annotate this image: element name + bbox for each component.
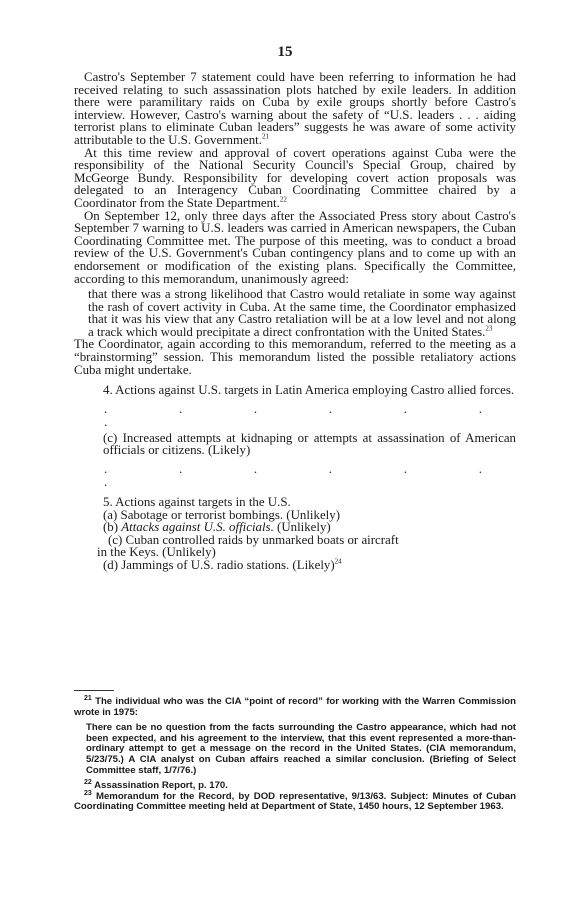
ellipsis-row: . . . . . . . [104, 461, 516, 490]
footnote-text: Memorandum for the Record, by DOD representative, 9/13/63. Subject: Minutes of Cuban Coordinating Committee meeting held at Department of State, 1450 hours, 12 September 1963. [74, 790, 516, 813]
paragraph-text: On September 12, only three days after the Associated Press story about Castro's September 7 warning to U.S. leaders was carried in American newspapers, the Cuban Coordinating Committee met. The purpose of this meeting, was to conduct a broad review of the U.S. Government's Cuban contingency plans and to come up with an endorsement or modification of the existing plans. Specifically the Committee, according to this memorandum, unanimously agreed: [74, 208, 516, 286]
block-quote [88, 288, 516, 338]
footnote-ref: 22 [279, 195, 287, 204]
paragraph [74, 71, 516, 147]
footnotes [74, 694, 516, 813]
list-item-label: (b) [103, 520, 119, 535]
list-item: (a) Sabotage or terrorist bombings. (Unlikely) [103, 507, 340, 522]
paragraph [74, 147, 516, 210]
footnote-number: 23 [84, 789, 92, 797]
footnote-number: 22 [84, 778, 92, 786]
main-text [74, 71, 516, 572]
footnote [74, 789, 516, 813]
list-item-text: 4. Actions against U.S. targets in Latin America employing Castro allied forces. [103, 383, 515, 398]
quote-text: that there was a strong likelihood that Castro would retaliate in some way against the rash of covert activity in Cuba. At the same time, the Coordinator emphasized that it was his view that any Castro retaliation will be at a low level and not along a track which would precipitate a direct confrontation with the United States. [88, 287, 516, 339]
footnote-quote: There can be no question from the facts surrounding the Castro appearance, which had not been expected, and his agreement to the interview, that this event represented a more-than-ordinary attempt to get a message on the record in the United States. (CIA memorandum, 5/23/75.) A CIA analyst on Cuban affairs reached a similar conclusion. (Briefing of Select Committee staff, 1/7/76.) [86, 722, 516, 776]
list-item [74, 521, 516, 534]
footnote-text: Assassination Report, p. 170. [94, 780, 228, 792]
list-item-text: (d) Jammings of U.S. radio stations. (Likely) [103, 558, 335, 572]
list-item-italic-text: Attacks against U.S. officials. [121, 520, 274, 535]
footnote-ref: 24 [334, 557, 342, 566]
footnote [74, 694, 516, 718]
footnote-text: The individual who was the CIA “point of record” for working with the Warren Commission wrote in 1975: [74, 696, 516, 718]
footnote-rule [74, 690, 114, 691]
paragraph: The Coordinator, again according to this memorandum, referred to the meeting as a “brainstorming” session. This memorandum listed the possible retaliatory actions Cuba might undertake. [74, 337, 516, 377]
footnote-number: 21 [84, 694, 92, 702]
list-item-text: (c) Increased attempts at kidnaping or attempts at assassination of American officials or citizens. (Likely) [103, 430, 516, 458]
list-item: 5. Actions against targets in the U.S. [103, 495, 291, 510]
list-item [74, 384, 516, 397]
list-group [74, 496, 516, 572]
list-item: (c) Cuban controlled raids by unmarked boats or aircraft [108, 532, 399, 547]
list-item-continuation: in the Keys. (Unlikely) [97, 545, 216, 560]
list-item [74, 432, 516, 457]
page-number: 15 [277, 44, 293, 60]
paragraph [74, 210, 516, 286]
list-item [74, 559, 516, 572]
ellipsis-row: . . . . . . . [104, 400, 516, 429]
footnote-ref: 21 [261, 132, 269, 141]
footnote-ref: 23 [485, 324, 493, 333]
paragraph-text: At this time review and approval of covert operations against Cuba were the responsibility of the National Security Council's Special Group, chaired by McGeorge Bundy. Responsibility for developing covert action proposals was delegated to an Interagency Cuban Coordinating Committee chaired by a Coordinator from the State Department. [74, 145, 516, 210]
paragraph-text: Castro's September 7 statement could have been referring to information he had received relating to such assassination plots hatched by exile leaders. In addition there were paramilitary raids on Cuba by exile groups shortly before Castro's interview. However, Castro's warning about the safety of “U.S. leaders . . . aiding terrorist plans to eliminate Cuban leaders” suggests he was aware of some activity attributable to the U.S. Government. [74, 70, 516, 147]
list-item-tail: (Unlikely) [277, 520, 331, 535]
